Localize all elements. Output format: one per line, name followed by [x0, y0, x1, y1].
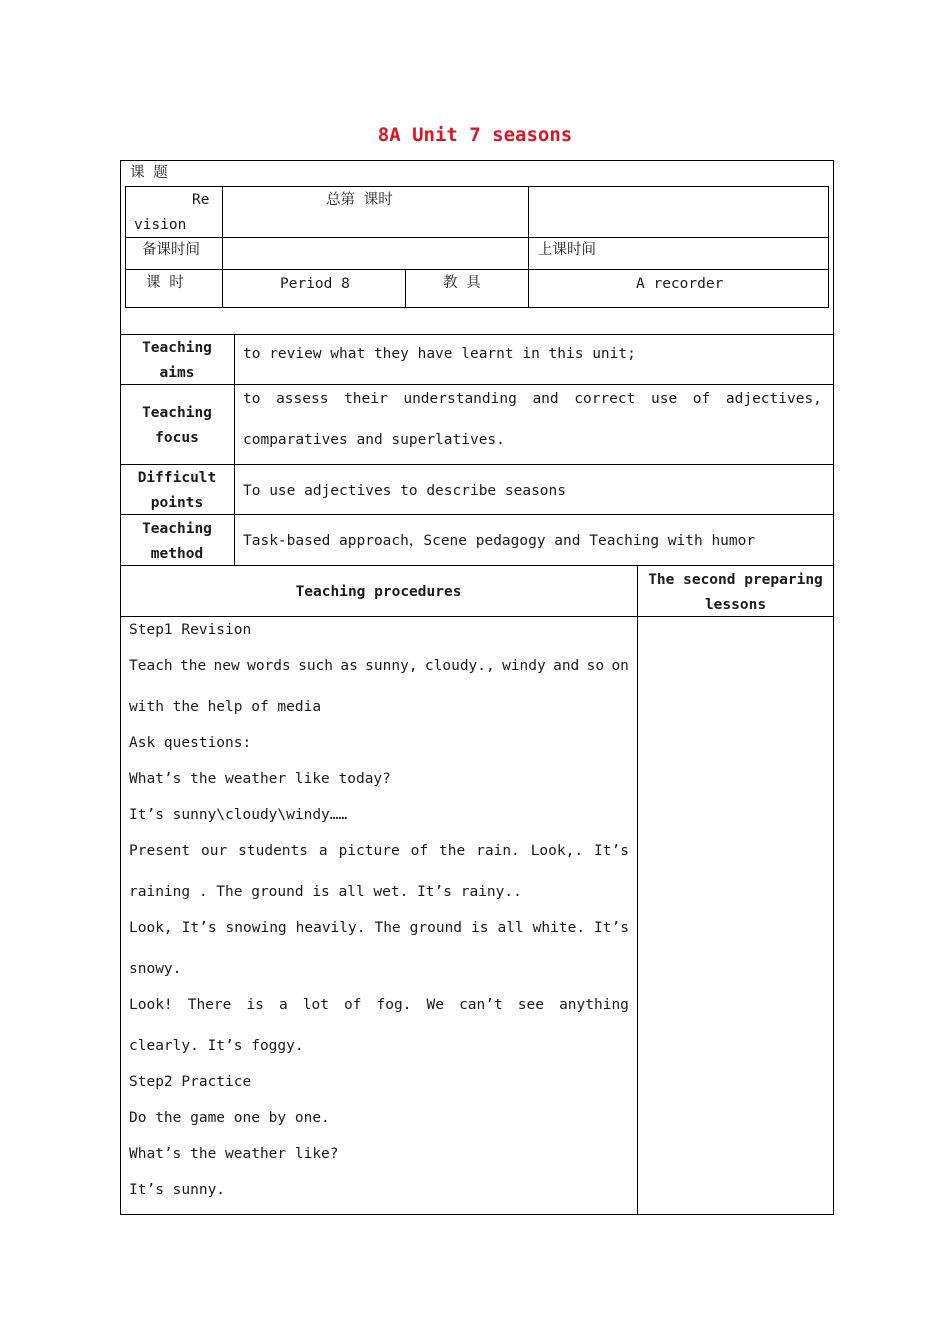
tools-value: A recorder [636, 276, 724, 292]
total-periods-label: 总第 课时 [326, 192, 393, 208]
game-instruction: Do the game one by one. [129, 1110, 330, 1126]
aims-label-line2: aims [159, 365, 195, 381]
question-1: What’s the weather like today? [129, 771, 391, 787]
snow-line1: Look, It’s snowing heavily. The ground is all white. It’s [129, 920, 629, 936]
method-text: Task-based approach，Scene pedagogy and Teaching with humor [243, 533, 756, 549]
prep-time-label: 备课时间 [142, 242, 200, 258]
ask-questions: Ask questions: [129, 735, 252, 751]
difficult-text: To use adjectives to describe seasons [243, 483, 567, 499]
revision-label-part2: vision [134, 217, 187, 233]
focus-text-line1: to assess their understanding and correct use of adjectives, [243, 391, 822, 407]
question-2: What’s the weather like? [129, 1146, 339, 1162]
topic-label: 课 题 [130, 165, 168, 181]
second-preparing-header-line1: The second preparing [648, 572, 823, 588]
method-label-line1: Teaching [142, 521, 212, 537]
method-label-line2: method [150, 546, 204, 562]
focus-label-line1: Teaching [142, 405, 212, 421]
teach-words-line2: with the help of media [129, 699, 322, 715]
step2-heading: Step2 Practice [129, 1074, 252, 1090]
present-line2: raining . The ground is all wet. It’s rainy.. [129, 884, 522, 900]
tools-label: 教 具 [443, 275, 481, 291]
step1-heading: Step1 Revision [129, 622, 252, 638]
document-title: 8A Unit 7 seasons [377, 124, 573, 146]
present-line1: Present our students a picture of the rain. Look,. It’s [129, 843, 629, 859]
answer-2: It’s sunny. [129, 1182, 226, 1198]
difficult-label-line2: points [150, 495, 204, 511]
focus-text-line2: comparatives and superlatives. [243, 432, 505, 448]
difficult-label-line1: Difficult [137, 470, 217, 486]
revision-label-part1: Re [192, 192, 210, 208]
teach-words-line1: Teach the new words such as sunny, cloudy., windy and so on [129, 658, 629, 674]
focus-label-line2: focus [155, 430, 199, 446]
second-preparing-header-line2: lessons [704, 597, 767, 613]
fog-line1: Look! There is a lot of fog. We can’t see anything [129, 997, 629, 1013]
period-value: Period 8 [280, 276, 350, 292]
class-time-label: 上课时间 [538, 242, 596, 258]
procedures-header: Teaching procedures [295, 584, 462, 600]
answer-1: It’s sunny\cloudy\windy…… [129, 807, 348, 823]
lesson-plan-table [120, 160, 834, 1215]
snow-line2: snowy. [129, 961, 182, 977]
period-label: 课 时 [146, 275, 184, 291]
fog-line2: clearly. It’s foggy. [129, 1038, 304, 1054]
aims-text: to review what they have learnt in this unit; [243, 346, 636, 362]
aims-label-line1: Teaching [142, 340, 212, 356]
